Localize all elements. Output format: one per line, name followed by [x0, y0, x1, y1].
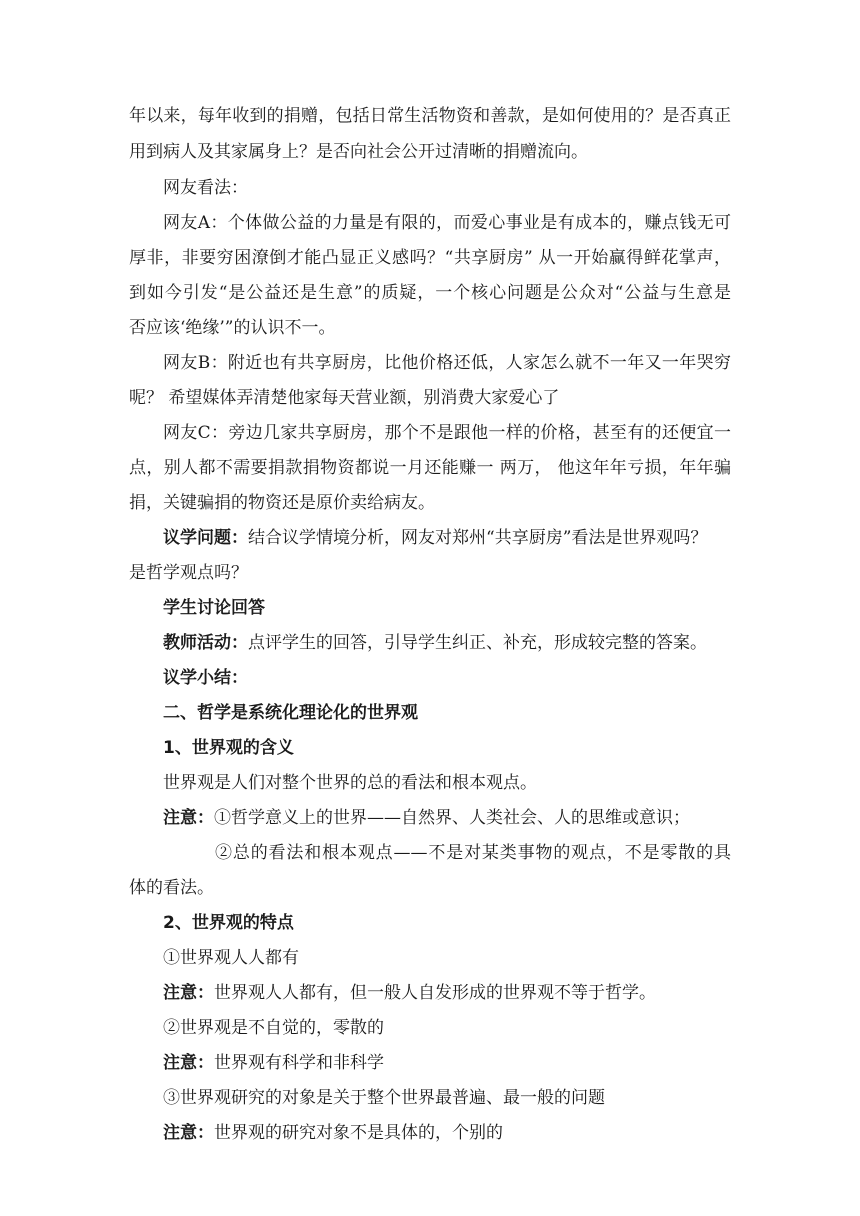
paragraph-line: ③世界观研究的对象是关于整个世界最普遍、最一般的问题	[163, 1088, 605, 1108]
note-label: 注意：	[163, 1053, 214, 1073]
question-line	[163, 526, 731, 550]
note-line	[163, 1051, 731, 1075]
paragraph-line: 否应该‘绝缘’”的认识不一。	[129, 318, 336, 338]
note-label: 注意：	[163, 1123, 214, 1143]
note-text: 世界观有科学和非科学	[214, 1053, 384, 1073]
paragraph-line: 点，别人都不需要捐款捐物资都说一月还能赚一 两万， 他这年年亏损，年年骗	[129, 458, 731, 478]
note-text: ①哲学意义上的世界——自然界、人类社会、人的思维或意识；	[214, 808, 690, 828]
question-text: 结合议学情境分析，网友对郑州“共享厨房”看法是世界观吗？	[248, 528, 708, 548]
discussion-heading: 学生讨论回答	[163, 598, 265, 618]
paragraph-line: 世界观是人们对整个世界的总的看法和根本观点。	[163, 773, 537, 793]
summary-heading: 议学小结：	[163, 668, 248, 688]
note-text: 世界观人人都有，但一般人自发形成的世界观不等于哲学。	[214, 983, 656, 1003]
paragraph-line: 体的看法。	[129, 878, 214, 898]
paragraph-line: 呢？ 希望媒体弄清楚他家每天营业额，别消费大家爱心了	[129, 388, 560, 408]
teacher-line	[163, 631, 731, 655]
paragraph-line: 年以来，每年收到的捐赠，包括日常生活物资和善款，是如何使用的？是否真正	[129, 106, 731, 126]
teacher-text: 点评学生的回答，引导学生纠正、补充，形成较完整的答案。	[248, 633, 707, 653]
note-text: 世界观的研究对象不是具体的，个别的	[214, 1123, 503, 1143]
subsection-heading: 2、世界观的特点	[163, 913, 294, 933]
note-line	[163, 1121, 731, 1145]
note-label: 注意：	[163, 983, 214, 1003]
note-label: 注意：	[163, 808, 214, 828]
paragraph-line: 到如今引发“是公益还是生意”的质疑，一个核心问题是公众对“公益与生意是	[129, 283, 731, 303]
note-line	[163, 981, 731, 1005]
section-heading: 二、哲学是系统化理论化的世界观	[163, 703, 418, 723]
paragraph-line: 厚非，非要穷困潦倒才能凸显正义感吗？“共享厨房” 从一开始赢得鲜花掌声，	[129, 248, 731, 268]
paragraph-line: ①世界观人人都有	[163, 948, 299, 968]
paragraph-line: 用到病人及其家属身上？是否向社会公开过清晰的捐赠流向。	[129, 142, 588, 162]
paragraph-line: ②世界观是不自觉的，零散的	[163, 1018, 384, 1038]
paragraph-line: 网友A：个体做公益的力量是有限的，而爱心事业是有成本的，赚点钱无可	[163, 213, 731, 233]
paragraph-line: ②总的看法和根本观点——不是对某类事物的观点，不是零散的具	[215, 843, 731, 863]
question-label: 议学问题：	[163, 528, 248, 548]
paragraph-line: 网友C：旁边几家共享厨房，那个不是跟他一样的价格，甚至有的还便宜一	[163, 423, 731, 443]
teacher-label: 教师活动：	[163, 633, 248, 653]
paragraph-line: 网友B：附近也有共享厨房，比他价格还低，人家怎么就不一年又一年哭穷	[163, 353, 731, 373]
paragraph-line: 网友看法：	[163, 178, 248, 198]
paragraph-line: 捐，关键骗捐的物资还是原价卖给病友。	[129, 493, 435, 513]
paragraph-line: 是哲学观点吗？	[129, 563, 248, 583]
subsection-heading: 1、世界观的含义	[163, 738, 294, 758]
note-line	[163, 806, 731, 830]
